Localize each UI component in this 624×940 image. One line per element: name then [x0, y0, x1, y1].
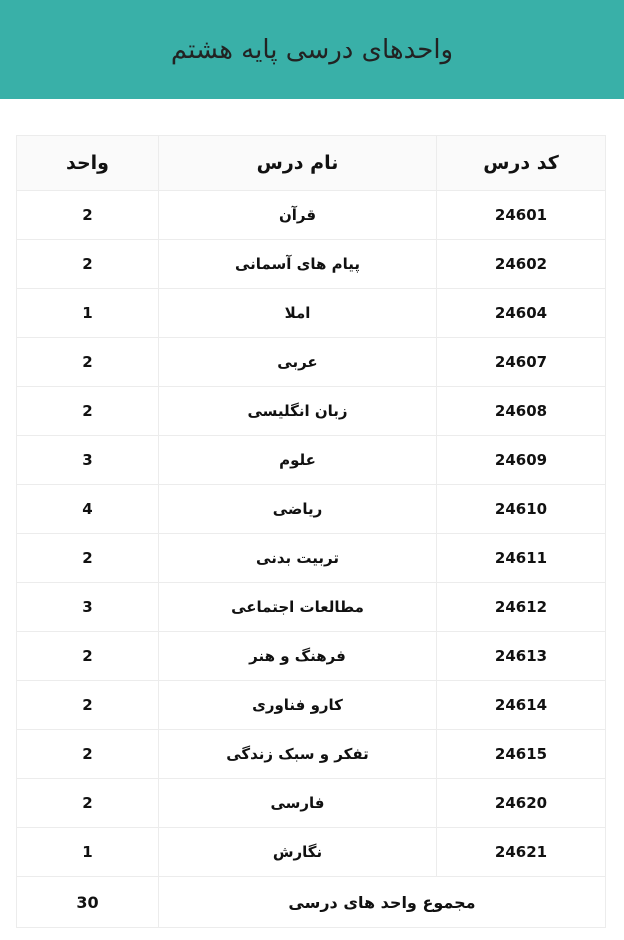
table-body [17, 191, 606, 877]
course-units-cell: 4 [17, 485, 159, 534]
course-name-cell: عربی [159, 338, 437, 387]
total-label: مجموع واحد های درسی [159, 877, 606, 928]
course-units-cell: 3 [17, 436, 159, 485]
course-name-cell: مطالعات اجتماعی [159, 583, 437, 632]
table-row [17, 681, 606, 730]
table-row [17, 191, 606, 240]
course-name-cell: زبان انگلیسی [159, 387, 437, 436]
course-units-cell: 2 [17, 338, 159, 387]
courses-table-container [16, 135, 605, 928]
courses-table [16, 135, 606, 928]
table-row [17, 583, 606, 632]
table-header [17, 136, 606, 191]
course-code-cell: 24608 [437, 387, 606, 436]
course-name-cell: تفکر و سبک زندگی [159, 730, 437, 779]
course-name-cell: فرهنگ و هنر [159, 632, 437, 681]
course-code-cell: 24613 [437, 632, 606, 681]
course-name-cell: نگارش [159, 828, 437, 877]
course-code-cell: 24609 [437, 436, 606, 485]
course-code-cell: 24614 [437, 681, 606, 730]
column-header-units: واحد [17, 136, 159, 191]
course-code-cell: 24607 [437, 338, 606, 387]
column-header-code: کد درس [437, 136, 606, 191]
table-row [17, 338, 606, 387]
table-row [17, 730, 606, 779]
table-row [17, 436, 606, 485]
column-header-name: نام درس [159, 136, 437, 191]
table-row [17, 289, 606, 338]
course-units-cell: 2 [17, 191, 159, 240]
course-code-cell: 24602 [437, 240, 606, 289]
course-code-cell: 24610 [437, 485, 606, 534]
course-code-cell: 24620 [437, 779, 606, 828]
course-units-cell: 2 [17, 681, 159, 730]
course-name-cell: کارو فناوری [159, 681, 437, 730]
course-code-cell: 24604 [437, 289, 606, 338]
course-code-cell: 24601 [437, 191, 606, 240]
course-units-cell: 2 [17, 240, 159, 289]
course-name-cell: تربیت بدنی [159, 534, 437, 583]
course-code-cell: 24621 [437, 828, 606, 877]
course-units-cell: 2 [17, 534, 159, 583]
table-row [17, 240, 606, 289]
course-units-cell: 2 [17, 779, 159, 828]
course-name-cell: ریاضی [159, 485, 437, 534]
table-row [17, 632, 606, 681]
course-name-cell: املا [159, 289, 437, 338]
table-row [17, 387, 606, 436]
course-units-cell: 3 [17, 583, 159, 632]
course-name-cell: علوم [159, 436, 437, 485]
course-code-cell: 24615 [437, 730, 606, 779]
course-code-cell: 24611 [437, 534, 606, 583]
course-units-cell: 2 [17, 730, 159, 779]
page-header [0, 0, 624, 99]
course-units-cell: 1 [17, 289, 159, 338]
table-row [17, 534, 606, 583]
total-value: 30 [17, 877, 159, 928]
table-row [17, 828, 606, 877]
table-footer [17, 877, 606, 928]
table-row [17, 779, 606, 828]
header-row [17, 136, 606, 191]
course-name-cell: فارسی [159, 779, 437, 828]
table-row [17, 485, 606, 534]
course-units-cell: 1 [17, 828, 159, 877]
course-code-cell: 24612 [437, 583, 606, 632]
course-units-cell: 2 [17, 387, 159, 436]
course-units-cell: 2 [17, 632, 159, 681]
total-row [17, 877, 606, 928]
course-name-cell: قرآن [159, 191, 437, 240]
course-name-cell: پیام های آسمانی [159, 240, 437, 289]
page-title: واحدهای درسی پایه هشتم [170, 34, 454, 65]
